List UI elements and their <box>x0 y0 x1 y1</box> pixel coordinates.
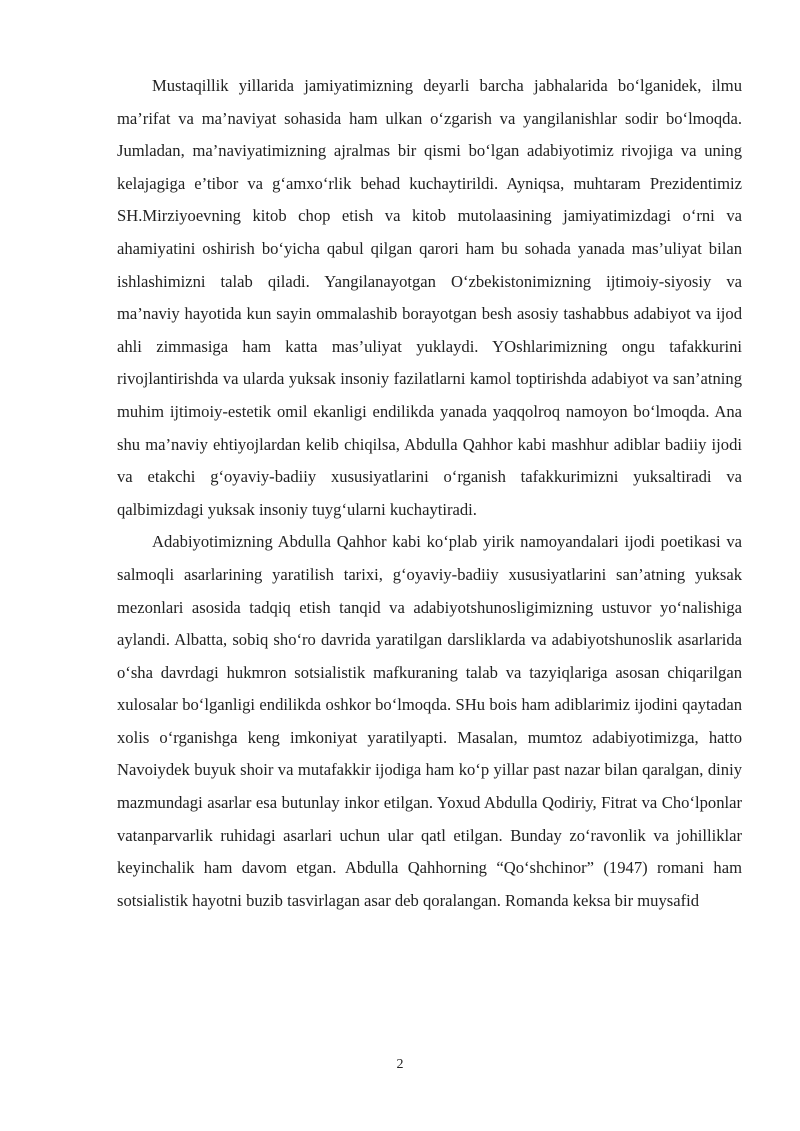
paragraph-2: Adabiyotimizning Abdulla Qahhor kabi ko‘plab yirik namoyandalari ijodi poetikasi va salmoqli asarlarining yaratilish tarixi, g‘oyaviy-badiiy xususiyatlarini san’atning yuksak mezonlari asosida tadqiq etish tanqid va adabiyotshunosligimizning ustuvor yo‘nalishiga aylandi. Albatta, sobiq sho‘ro davrida yaratilgan darsliklarda va adabiyotshunoslik asarlarida o‘sha davrdagi hukmron sotsialistik mafkuraning talab va tazyiqlariga asosan chiqarilgan xulosalar bo‘lganligi endilikda oshkor bo‘lmoqda. SHu bois ham adiblarimiz ijodini qaytadan xolis o‘rganishga keng imkoniyat yaratilyapti. Masalan, mumtoz adabiyotimizga, hatto Navoiydek buyuk shoir va mutafakkir ijodiga ham ko‘p yillar past nazar bilan qaralgan, diniy mazmundagi asarlar esa butunlay inkor etilgan. Yoxud Abdulla Qodiriy, Fitrat va Cho‘lponlar vatanparvarlik ruhidagi asarlari uchun ular qatl etilgan. Bunday zo‘ravonlik va johilliklar keyinchalik ham davom etgan. Abdulla Qahhorning “Qo‘shchinor” (1947) romani ham sotsialistik hayotni buzib tasvirlagan asar deb qoralangan. Romanda keksa bir muysafid <box>117 532 742 910</box>
page-number: 2 <box>396 1057 404 1072</box>
paragraph-1: Mustaqillik yillarida jamiyatimizning deyarli barcha jabhalarida bo‘lganidek, ilmu ma’rifat va ma’naviyat sohasida ham ulkan o‘zgarish va yangilanishlar sodir bo‘lmoqda. Jumladan, ma’naviyatimizning ajralmas bir qismi bo‘lgan adabiyotimiz rivojiga va uning kelajagiga e’tibor va g‘amxo‘rlik behad kuchaytirildi. Ayniqsa, muhtaram Prezidentimiz SH.Mirziyoevning kitob chop etish va kitob mutolaasining jamiyatimizdagi o‘rni va ahamiyatini oshirish bo‘yicha qabul qilgan qarori ham bu sohada yanada mas’uliyat bilan ishlashimizni talab qiladi. Yangilanayotgan O‘zbekistonimizning ijtimoiy-siyosiy va ma’naviy hayotida kun sayin ommalashib borayotgan besh asosiy tashabbus adabiyot va ijod ahli zimmasiga ham katta mas’uliyat yuklaydi. YOshlarimizning ongu tafakkurini rivojlantirishda va ularda yuksak insoniy fazilatlarni kamol toptirishda adabiyot va san’atning muhim ijtimoiy-estetik omil ekanligi endilikda yanada yaqqolroq namoyon bo‘lmoqda. Ana shu ma’naviy ehtiyojlardan kelib chiqilsa, Abdulla Qahhor kabi mashhur adiblar badiiy ijodi va etakchi g‘oyaviy-badiiy xususiyatlarini o‘rganish tafakkurimizni yuksaltiradi va qalbimizdagi yuksak insoniy tuyg‘ularni kuchaytiradi. <box>117 76 742 519</box>
body-text <box>117 70 742 917</box>
